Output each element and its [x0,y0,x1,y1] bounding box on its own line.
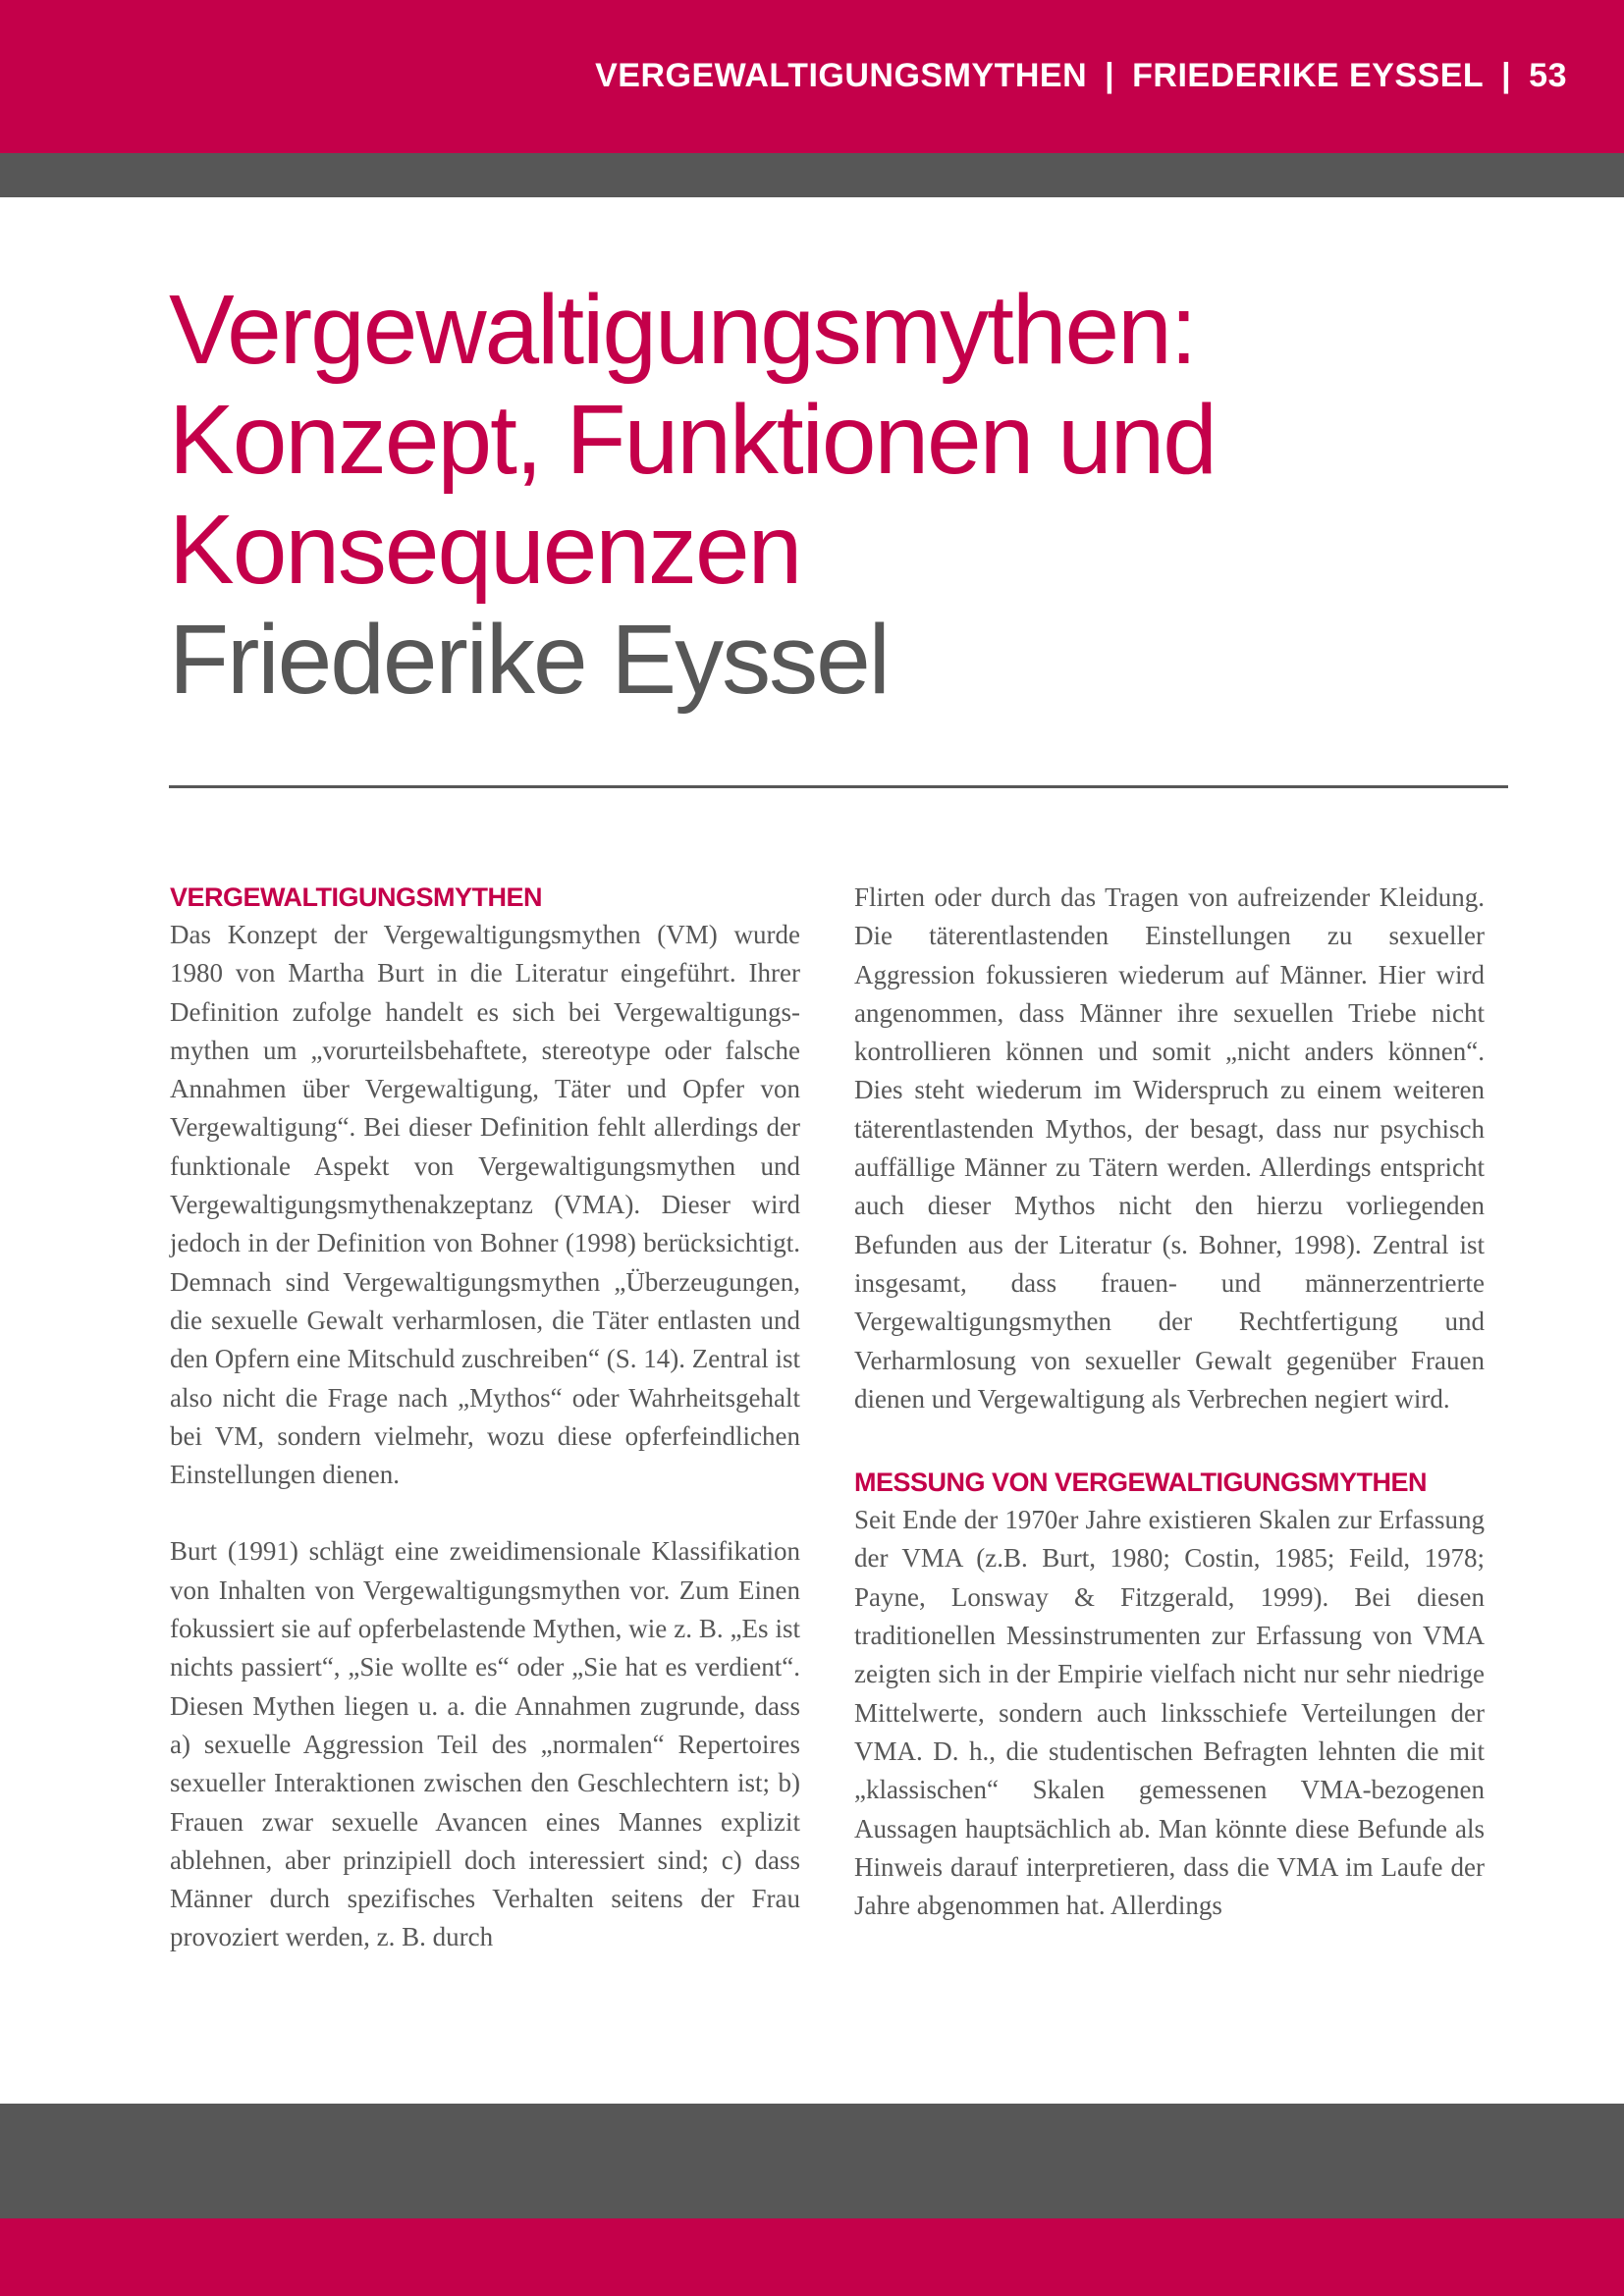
footer-accent-band [0,2218,1624,2296]
paragraph-gap [854,1418,1485,1464]
running-header-separator: | [1105,57,1115,94]
header-gray-stripe [0,153,1624,197]
body-paragraph: Seit Ende der 1970er Jahre existieren Skalen zur Erfassung der VMA (z.B. Burt, 1980; Costin, 1985; Feild, 1978; Payne, Lonsway & Fitzgerald, 1999). Bei diesen traditionellen Messinstrumenten zur Erfassung von VMA zeigten sich in der Empirie vielfach nicht nur sehr niedrige Mittelwerte, sondern auch linksschiefe Verteilungen der VMA. D. h., die studentischen Befragten lehnten die mit „klassischen“ Skalen gemessenen VMA-bezogenen Aussagen hauptsächlich ab. Man könnte diese Befunde als Hinweis darauf interpretieren, dass die VMA im Laufe der Jahre abgenommen hat. Allerdings [854,1505,1485,1921]
running-header [595,57,1567,102]
article-title-line-1: Vergewaltigungsmythen: [169,275,1196,385]
footer-gray-band [0,2104,1624,2218]
body-paragraph: Das Konzept der Vergewaltigungsmythen (VM) wurde 1980 von Martha Burt in die Literatur eingeführt. Ihrer Definition zufolge handelt es sich bei Vergewaltigungsmythen um „vorurteilsbehaftete, stereotype oder falsche Annahmen über Vergewaltigung, Täter und Opfer von Vergewaltigung“. Bei dieser Definition fehlt allerdings der funktionale Aspekt von Vergewaltigungsmythen und Vergewaltigungsmythenakzeptanz (VMA). Dieser wird jedoch in der Definition von Bohner (1998) berücksichtigt. Demnach sind Vergewaltigungsmythen „Überzeugungen, die sexuelle Gewalt verharmlosen, die Täter entlasten und den Opfern eine Mitschuld zuschreiben“ (S. 14). Zentral ist also nicht die Frage nach „Mythos“ oder Wahrheitsgehalt bei VM, sondern vielmehr, wozu diese opferfeindlichen Einstellungen dienen. [170,920,800,1490]
body-paragraph: Burt (1991) schlägt eine zweidimensionale Klassifikation von Inhalten von Vergewaltigungsmythen vor. Zum Einen fokussiert sie auf opferbelastende Mythen, wie z. B. „Es ist nichts passiert“, „Sie wollte es“ oder „Sie hat es verdient“. Diesen Mythen liegen u. a. die Annahmen zugrunde, dass a) sexuelle Aggression Teil des „normalen“ Repertoires sexueller Interaktionen zwischen den Geschlechtern ist; b) Frauen zwar sexuelle Avancen eines Mannes explizit ablehnen, aber prinzipiell doch interessiert sind; c) dass Männer durch spezifisches Verhalten seitens der Frau provoziert werden, z. B. durch [170,1536,800,1952]
running-title: VERGEWALTIGUNGSMYTHEN [595,57,1088,94]
article-author: Friederike Eyssel [169,605,889,715]
title-divider [169,785,1508,788]
right-column [854,879,1485,1925]
left-column [170,879,800,1957]
section-heading-messung: MESSUNG VON VERGEWALTIGUNGSMYTHEN [854,1468,1428,1498]
page-number: 53 [1529,57,1567,94]
section-heading-vergewaltigungsmythen: VERGEWALTIGUNGSMYTHEN [170,882,543,912]
body-paragraph: Flirten oder durch das Tragen von aufreizender Kleidung. Die täterentlastenden Einstellungen zu sexueller Aggression fokussieren wiederum auf Männer. Hier wird angenommen, dass Männer ihre sexuellen Triebe nicht kontrollieren können und somit „nicht anders können“. Dies steht wiederum im Widerspruch zu einem weiteren täterentlastenden Mythos, der besagt, dass nur psychisch auffällige Männer zu Tätern werden. Allerdings entspricht auch dieser Mythos nicht den hierzu vorliegenden Befunden aus der Literatur (s. Bohner, 1998). Zentral ist insgesamt, dass frauen- und männerzentrierte Vergewaltigungsmythen der Rechtfertigung und Verharmlosung von sexueller Gewalt gegenüber Frauen dienen und Vergewaltigung als Verbrechen negiert wird. [854,882,1485,1414]
article-title-line-3: Konsequenzen [169,495,801,605]
paragraph-gap [170,1494,800,1532]
article-title-line-2: Konzept, Funktionen und [169,385,1216,495]
running-author: FRIEDERIKE EYSSEL [1132,57,1485,94]
running-header-separator-2: | [1501,57,1512,94]
article-title-block [169,275,1524,715]
